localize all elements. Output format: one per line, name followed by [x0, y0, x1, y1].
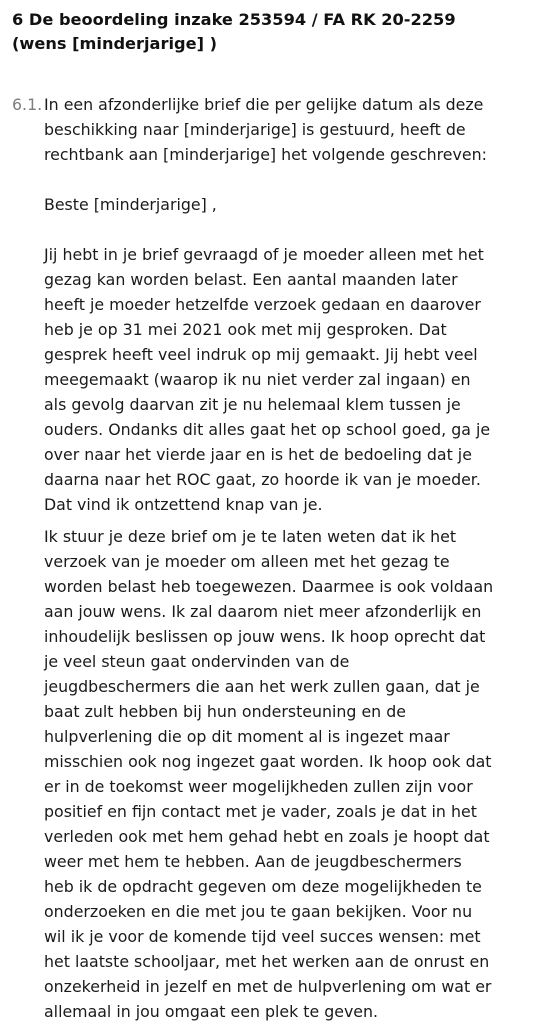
salutation — [44, 192, 529, 217]
text-line: onderzoeken en die met jou te gaan bekijken. Voor nu — [44, 902, 473, 921]
text-line: aan jouw wens. Ik zal daarom niet meer afzonderlijk en — [44, 602, 482, 621]
letter-paragraph-1 — [44, 242, 529, 517]
text-line: worden belast heb toegewezen. Daarmee is ook voldaan — [44, 577, 494, 596]
text-line: weer met hem te hebben. Aan de jeugdbeschermers — [44, 852, 462, 871]
text-line: Beste [minderjarige] , — [44, 195, 217, 214]
text-line: er in de toekomst weer mogelijkheden zullen zijn voor — [44, 777, 473, 796]
text-line: gesprek heeft veel indruk op mij gemaakt. Jij hebt veel — [44, 345, 478, 364]
letter-paragraph-2 — [44, 524, 529, 1024]
text-line: over naar het vierde jaar en is het de bedoeling dat je — [44, 445, 472, 464]
text-line: rechtbank aan [minderjarige] het volgende geschreven: — [44, 145, 487, 164]
text-line: heb ik de opdracht gegeven om deze mogelijkheden te — [44, 877, 482, 896]
text-line: In een afzonderlijke brief die per gelijke datum als deze — [44, 95, 484, 114]
text-line: meegemaakt (waarop ik nu niet verder zal ingaan) en — [44, 370, 471, 389]
text-line: je veel steun gaat ondervinden van de — [44, 652, 350, 671]
text-line: als gevolg daarvan zit je nu helemaal klem tussen je — [44, 395, 461, 414]
text-line: ouders. Ondanks dit alles gaat het op school goed, ga je — [44, 420, 491, 439]
text-line: positief en fijn contact met je vader, zoals je dat in het — [44, 802, 477, 821]
text-line: Dat vind ik ontzettend knap van je. — [44, 495, 323, 514]
text-line: heeft je moeder hetzelfde verzoek gedaan en daarover — [44, 295, 481, 314]
text-line: baat zult hebben bij hun ondersteuning en de — [44, 702, 406, 721]
text-line: verleden ook met hem gehad hebt en zoals je hoopt dat — [44, 827, 490, 846]
text-line: verzoek van je moeder om alleen met het gezag te — [44, 552, 450, 571]
section-number: 6.1. — [12, 95, 43, 114]
heading-line-2: (wens [minderjarige] ) — [12, 34, 218, 53]
text-line: onzekerheid in jezelf en met de hulpverlening om wat er — [44, 977, 492, 996]
document-heading — [12, 8, 527, 56]
section-body — [44, 92, 529, 1024]
heading-line-1: 6 De beoordeling inzake 253594 / FA RK 20-2259 — [12, 10, 456, 29]
text-line: misschien ook nog ingezet gaat worden. Ik hoop ook dat — [44, 752, 492, 771]
text-line: jeugdbeschermers die aan het werk zullen gaan, dat je — [44, 677, 480, 696]
text-line: Jij hebt in je brief gevraagd of je moeder alleen met het — [44, 245, 484, 264]
intro-paragraph — [44, 92, 529, 167]
text-line: beschikking naar [minderjarige] is gestuurd, heeft de — [44, 120, 466, 139]
text-line: heb je op 31 mei 2021 ook met mij gesproken. Dat — [44, 320, 447, 339]
text-line: daarna naar het ROC gaat, zo hoorde ik van je moeder. — [44, 470, 481, 489]
text-line: Ik stuur je deze brief om je te laten weten dat ik het — [44, 527, 457, 546]
text-line: wil ik je voor de komende tijd veel succes wensen: met — [44, 927, 481, 946]
text-line: hulpverlening die op dit moment al is ingezet maar — [44, 727, 450, 746]
text-line: het laatste schooljaar, met het werken aan de onrust en — [44, 952, 490, 971]
text-line: gezag kan worden belast. Een aantal maanden later — [44, 270, 458, 289]
text-line: allemaal in jou omgaat een plek te geven. — [44, 1002, 379, 1021]
text-line: inhoudelijk beslissen op jouw wens. Ik hoop oprecht dat — [44, 627, 486, 646]
